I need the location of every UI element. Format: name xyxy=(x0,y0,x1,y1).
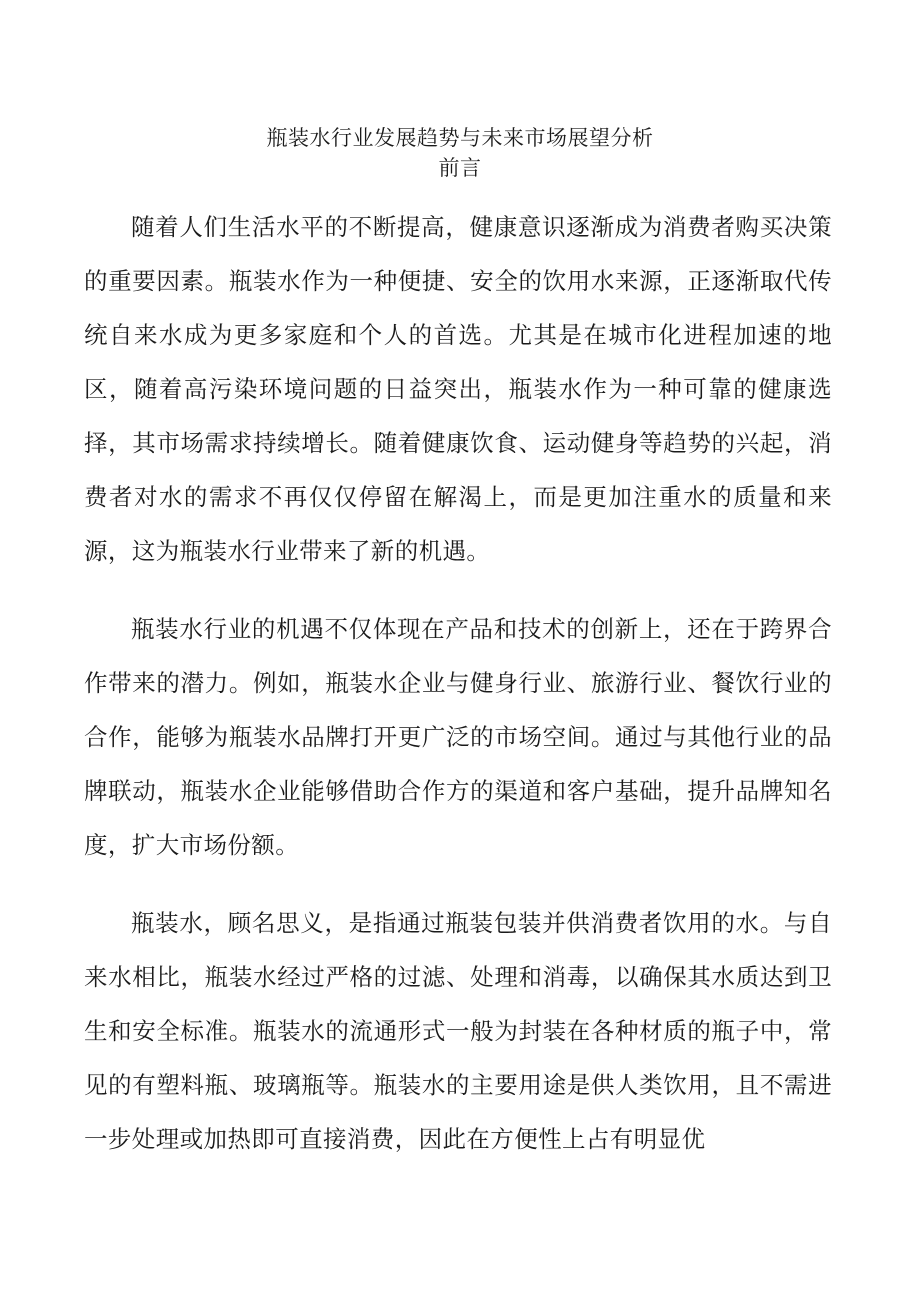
document-title: 瓶装水行业发展趋势与未来市场展望分析 xyxy=(266,126,654,150)
document-body xyxy=(84,200,832,1166)
paragraph-3: 瓶装水，顾名思义，是指通过瓶装包装并供消费者饮用的水。与自来水相比，瓶装水经过严格的过滤、处理和消毒，以确保其水质达到卫生和安全标准。瓶装水的流通形式一般为封装在各种材质的瓶子中，常见的有塑料瓶、玻璃瓶等。瓶装水的主要用途是供人类饮用，且不需进一步处理或加热即可直接消费，因此在方便性上占有明显优 xyxy=(84,909,832,1153)
document-subtitle: 前言 xyxy=(438,156,482,180)
paragraph-2: 瓶装水行业的机遇不仅体现在产品和技术的创新上，还在于跨界合作带来的潜力。例如，瓶装水企业与健身行业、旅游行业、餐饮行业的合作，能够为瓶装水品牌打开更广泛的市场空间。通过与其他行业的品牌联动，瓶装水企业能够借助合作方的渠道和客户基础，提升品牌知名度，扩大市场份额。 xyxy=(84,615,832,859)
paragraph-1: 随着人们生活水平的不断提高，健康意识逐渐成为消费者购买决策的重要因素。瓶装水作为一种便捷、安全的饮用水来源，正逐渐取代传统自来水成为更多家庭和个人的首选。尤其是在城市化进程加速的地区，随着高污染环境问题的日益突出，瓶装水作为一种可靠的健康选择，其市场需求持续增长。随着健康饮食、运动健身等趋势的兴起，消费者对水的需求不再仅仅停留在解渴上，而是更加注重水的质量和来源，这为瓶装水行业带来了新的机遇。 xyxy=(84,213,832,565)
